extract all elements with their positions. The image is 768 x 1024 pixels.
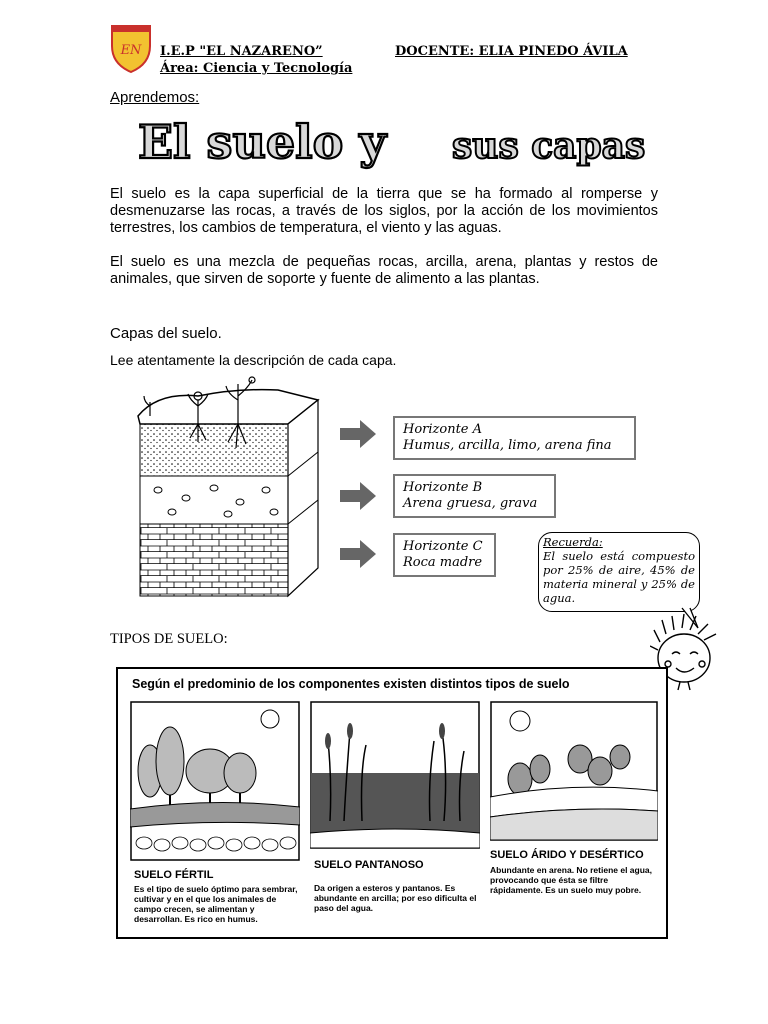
panel-title: Según el predominio de los componentes existen distintos tipos de suelo	[132, 677, 570, 691]
arrow-icon	[340, 420, 376, 448]
section-label: Aprendemos:	[110, 89, 200, 106]
fertile-soil-illustration	[130, 701, 300, 861]
reminder-text: El suelo está compuesto por 25% de aire, 45% de materia mineral y 25% de agua.	[543, 549, 695, 605]
soil-type-desc: Es el tipo de suelo óptimo para sembrar, cultivar y en el que los animales de campo crecen, se alimentan y desarrollan. Es rico en humus.	[134, 884, 298, 924]
reminder-bubble	[538, 532, 700, 612]
page-title	[130, 112, 670, 172]
soil-types-panel	[116, 667, 668, 939]
horizon-name: Horizonte C	[403, 539, 483, 554]
teacher-name: DOCENTE: ELIA PINEDO ÁVILA	[395, 44, 628, 59]
soil-type-name: SUELO ÁRIDO Y DESÉRTICO	[490, 849, 644, 861]
soil-type-desc: Da origen a esteros y pantanos. Es abundante en arcilla; por eso dificulta el paso del agua.	[314, 883, 477, 913]
horizon-name: Horizonte A	[403, 422, 483, 437]
horizon-desc: Roca madre	[403, 555, 483, 570]
soil-type-name: SUELO PANTANOSO	[314, 859, 424, 871]
soil-type-name: SUELO FÉRTIL	[134, 869, 214, 881]
swampy-soil-illustration	[310, 701, 480, 849]
school-name: I.E.P "EL NAZARENO”	[160, 44, 323, 59]
intro-paragraph-2: El suelo es una mezcla de pequeñas rocas, arcilla, arena, plantas y restos de animales, que sirven de soporte y fuente de alimento a las plantas.	[110, 254, 658, 287]
arrow-icon	[340, 540, 376, 568]
arid-soil-illustration	[490, 701, 658, 841]
intro-paragraph-1: El suelo es la capa superficial de la tierra que se ha formado al romperse y desmenuzarse las rocas, a través de los siglos, por la acción de los movimientos terrestres, los cambios de temperatura, el viento y las aguas.	[110, 186, 658, 236]
horizon-name: Horizonte B	[403, 480, 483, 495]
horizon-c-box	[393, 533, 496, 577]
logo-text: EN	[120, 43, 142, 58]
horizon-desc: Arena gruesa, grava	[403, 496, 538, 511]
title-part-1: El suelo y	[138, 115, 387, 169]
title-part-2: sus capas	[452, 125, 646, 167]
subject-area: Área: Ciencia y Tecnología	[160, 61, 353, 76]
soil-layers-illustration	[128, 372, 328, 600]
horizon-desc: Humus, arcilla, limo, arena fina	[403, 438, 612, 453]
soil-type-desc: Abundante en arena. No retiene el agua, provocando que ésta se filtre rápidamente. Es un suelo muy pobre.	[490, 865, 653, 895]
layers-heading: Capas del suelo.	[110, 325, 222, 342]
school-logo	[108, 22, 154, 74]
horizon-a-box	[393, 416, 636, 460]
horizon-b-box	[393, 474, 556, 518]
reminder-title: Recuerda:	[543, 535, 603, 549]
soil-types-heading: TIPOS DE SUELO:	[110, 631, 228, 647]
arrow-icon	[340, 482, 376, 510]
layers-instruction: Lee atentamente la descripción de cada capa.	[110, 352, 397, 368]
